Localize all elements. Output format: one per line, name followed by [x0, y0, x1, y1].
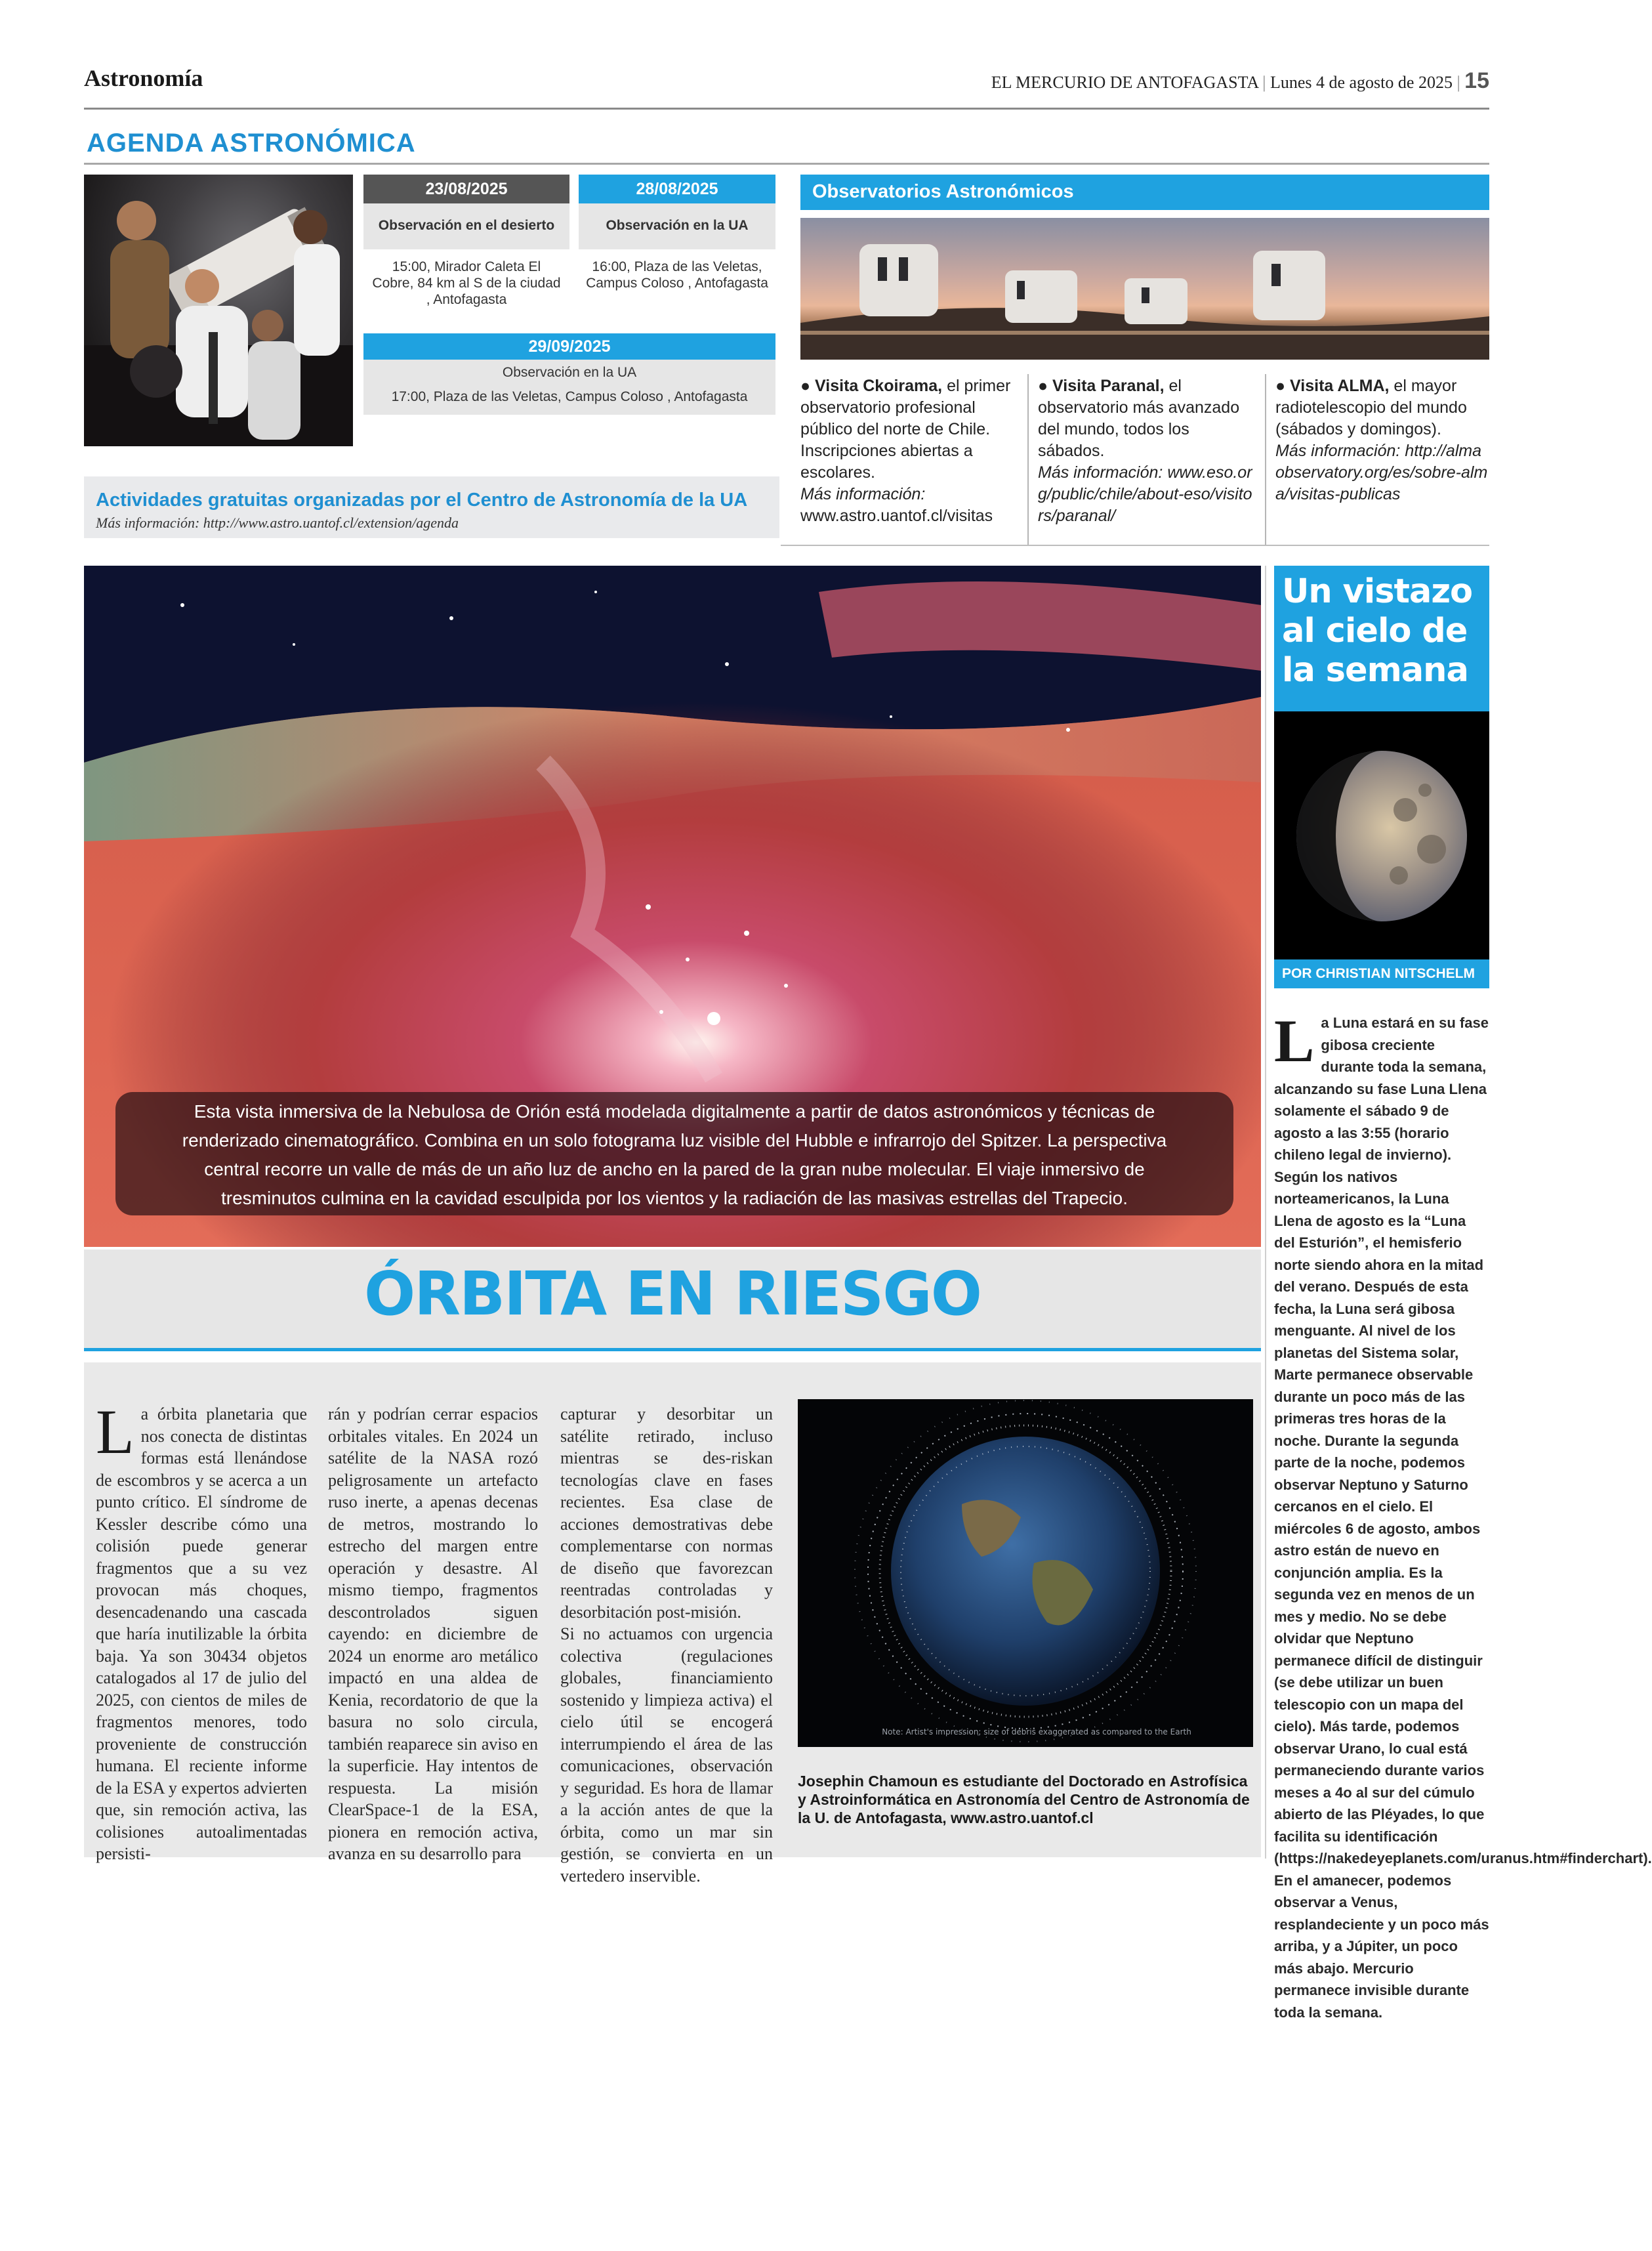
title-rule: [84, 1348, 1261, 1351]
event-type: Observación en el desierto: [363, 203, 569, 249]
page-number: 15: [1464, 68, 1489, 93]
observatory-alma: ● Visita ALMA, el mayor radiotelescopio del mundo (sábados y domingos). Más información: http://almaobservatory.org/es/sobre-alma/visitas-publicas: [1275, 377, 1488, 503]
section-name: Astronomía: [84, 65, 203, 91]
article-column-1: [96, 1397, 307, 1865]
agenda-rule: [84, 163, 1489, 165]
observatory-paranal: ● Visita Paranal, el observatorio más avanzado del mundo, todos los sábados. Más información: www.eso.org/public/chile/about-eso/visitors/paranal/: [1038, 377, 1252, 525]
more-info-label: Más información:: [1038, 463, 1163, 482]
agenda-event-1: [363, 175, 569, 308]
sidebar-body: a Luna estará en su fase gibosa creciente durante toda la semana, alcanzando su fase Luna Llena solamente el sábado 9 de agosto a las 3:55 (horario chileno legal de invierno). Según los nativos norteamericanos, la Luna Llena de agosto es la “Luna del Esturión”, el hemisferio norte siendo ahora en la mitad del verano. Después de esta fecha, la Luna será gibosa menguante. Al nivel de los planetas del Sistema solar, Marte permanece observable durante un poco más de las primeras tres horas de la noche. Durante la segunda parte de la noche, podemos observar Neptuno y Saturno cercanos en el cielo. El miércoles 6 de agosto, ambos astro están de nuevo en conjunción amplia. Es la segunda vez en menos de un mes y medio. No se debe olvidar que Neptuno permanece difícil de distinguir (se debe utilizar un buen telescopio con un mapa del cielo). Más tarde, podemos observar Urano, lo cual está permaneciendo durante varios meses a 4o al sur del cúmulo abierto de las Pléyades, lo que facilita su identificación (https://nakedeyeplanets.com/uranus.htm#finderchart). En el amanecer, podemos observar a Venus, resplandeciente y un poco más arriba, y a Júpiter, un poco más abajo. Mercurio permanece invisible durante toda la semana.: [1274, 1015, 1652, 2021]
sidebar-dropcap: L: [1274, 1007, 1315, 1074]
sidebar-byline: POR CHRISTIAN NITSCHELM: [1274, 959, 1489, 988]
event-type: Observación en la UA: [363, 360, 775, 385]
observatories-title: Observatorios Astronómicos: [800, 175, 1489, 210]
issue-date: Lunes 4 de agosto de 2025: [1270, 73, 1453, 92]
observatory-name: Visita Paranal,: [1052, 377, 1165, 395]
column-divider: [1265, 374, 1266, 545]
article-paragraph: Si no actuamos con urgencia colectiva (regulaciones globales, financiamiento sostenido y limpieza activa) el cielo útil se encogerá interrumpiendo el área de las comunicaciones, observación y seguridad. Es hora de llamar a la acción antes de que la órbita, como un mar sin gestión, se convierta en un vertedero inservible.: [560, 1624, 773, 1885]
article-column-2: [328, 1403, 538, 1865]
observatory-text: el observatorio más avanzado del mundo, todos los sábados.: [1038, 377, 1240, 460]
observatory-link[interactable]: http://almaobservatory.org/es/sobre-alma/visitas-publicas: [1275, 442, 1488, 503]
free-activities-link[interactable]: Más información: http://www.astro.uantof.cl/extension/agenda: [96, 515, 459, 531]
observatory-name: Visita Ckoirama,: [815, 377, 943, 395]
event-type: Observación en la UA: [579, 203, 775, 249]
observatory-text: el mayor radiotelescopio del mundo (sábados y domingos).: [1275, 377, 1467, 438]
article-dropcap: L: [96, 1397, 134, 1467]
observatory-link[interactable]: www.eso.org/public/chile/about-eso/visitors/paranal/: [1038, 463, 1252, 525]
event-description: 17:00, Plaza de las Veletas, Campus Coloso , Antofagasta: [363, 385, 775, 415]
more-info-label: Más información:: [800, 485, 926, 503]
space-debris-image: [798, 1399, 1253, 1747]
more-info-label: Más información:: [1275, 442, 1401, 460]
author-note: Josephin Chamoun es estudiante del Doctorado en Astrofísica y Astroinformática en Astronomía del Centro de Astronomía de la U. de Antofagasta, www.astro.uantof.cl: [798, 1773, 1250, 1826]
article-text: rán y podrían cerrar espacios orbitales vitales. En 2024 un satélite de la NASA rozó peligrosamente un artefacto ruso inerte, a apenas decenas de metros, mostrando lo estrecho del margen entre operación y desastre. Al mismo tiempo, fragmentos descontrolados siguen cayendo: en diciembre de 2024 un enorme aro metálico impactó en una aldea de Kenia, recordatorio de que la basura no solo circula, también reaparece sin aviso en la superficie. Hay intentos de respuesta. La misión ClearSpace-1 de la ESA, pionera en remoción activa, avanza en su desarrollo para: [328, 1404, 538, 1863]
column-divider: [1027, 374, 1029, 545]
agenda-event-2: [579, 175, 775, 291]
event-date: 28/08/2025: [579, 175, 775, 203]
observatory-illustration: [800, 218, 1489, 360]
nebula-caption: Esta vista inmersiva de la Nebulosa de Orión está modelada digitalmente a partir de datos astronómicos y técnicas de renderizado cinematográfico. Combina en un solo fotograma luz visible del Hubble e infrarrojo del Spitzer. La perspectiva central recorre un valle de más de un año luz de ancho en la pared de la gran nube molecular. El viaje inmersivo de tresminutos culmina en la cavidad esculpida por los vientos y la radiación de las masivas estrellas del Trapecio.: [115, 1092, 1233, 1215]
agenda-title: AGENDA ASTRONÓMICA: [87, 129, 416, 158]
newspaper-name: EL MERCURIO DE ANTOFAGASTA: [991, 73, 1258, 92]
article-column-3: [560, 1403, 773, 1887]
image-note: Note: Artist's impression; size of debris exaggerated as compared to the Earth: [882, 1727, 1191, 1736]
article-title: ÓRBITA EN RIESGO: [363, 1259, 981, 1329]
sidebar-divider: [1265, 566, 1266, 1859]
section-rule: [781, 545, 1489, 546]
observatory-photo: [800, 218, 1489, 360]
sidebar-title: Un vistazo al cielo de la semana: [1274, 566, 1489, 711]
moon-photo: [1274, 711, 1489, 959]
telescope-illustration: [84, 175, 353, 446]
article-paragraph: capturar y desorbitar un satélite retirado, incluso mientras se des-riskan tecnologías clave en fases recientes. Esa clase de acciones demostrativas debe complementarse con normas de diseño que favorezcan reentradas controladas y desorbitación post-misión.: [560, 1404, 773, 1622]
sidebar-text: [1274, 1007, 1652, 2023]
debris-illustration: [798, 1399, 1253, 1747]
event-description: 15:00, Mirador Caleta El Cobre, 84 km al S de la ciudad , Antofagasta: [372, 259, 561, 307]
observatory-name: Visita ALMA,: [1290, 377, 1390, 395]
event-date: 29/09/2025: [363, 333, 775, 360]
agenda-event-3: [363, 333, 775, 415]
telescope-photo: [84, 175, 353, 446]
event-date: 23/08/2025: [363, 175, 569, 203]
event-description: 16:00, Plaza de las Veletas, Campus Coloso , Antofagasta: [586, 259, 768, 291]
moon-illustration: [1274, 711, 1489, 959]
observatory-text: el primer observatorio profesional público del norte de Chile. Inscripciones abiertas a escolares.: [800, 377, 1011, 482]
article-text: a órbita planetaria que nos conecta de distintas formas está llenándose de escombros y se acerca a un punto crítico. El síndrome de Kessler describe cómo una colisión puede generar fragmentos que a su vez provocan más choques, desencadenando una cascada que haría inutilizable la órbita baja. Ya son 30434 objetos catalogados al 17 de julio del 2025, con cientos de miles de fragmentos menores, todo proveniente de construcción humana. El reciente informe de la ESA y expertos advierten que, sin remoción activa, las colisiones autoalimentadas persisti-: [96, 1404, 307, 1863]
free-activities-title: Actividades gratuitas organizadas por el Centro de Astronomía de la UA: [96, 490, 748, 511]
observatory-ckoirama: ● Visita Ckoirama, el primer observatorio profesional público del norte de Chile. Inscripciones abiertas a escolares. Más información: www.astro.uantof.cl/visitas: [800, 377, 1011, 525]
masthead: EL MERCURIO DE ANTOFAGASTA | Lunes 4 de agosto de 2025 | 15: [991, 68, 1489, 93]
observatory-link[interactable]: www.astro.uantof.cl/visitas: [800, 507, 993, 525]
header-rule: [84, 108, 1489, 110]
